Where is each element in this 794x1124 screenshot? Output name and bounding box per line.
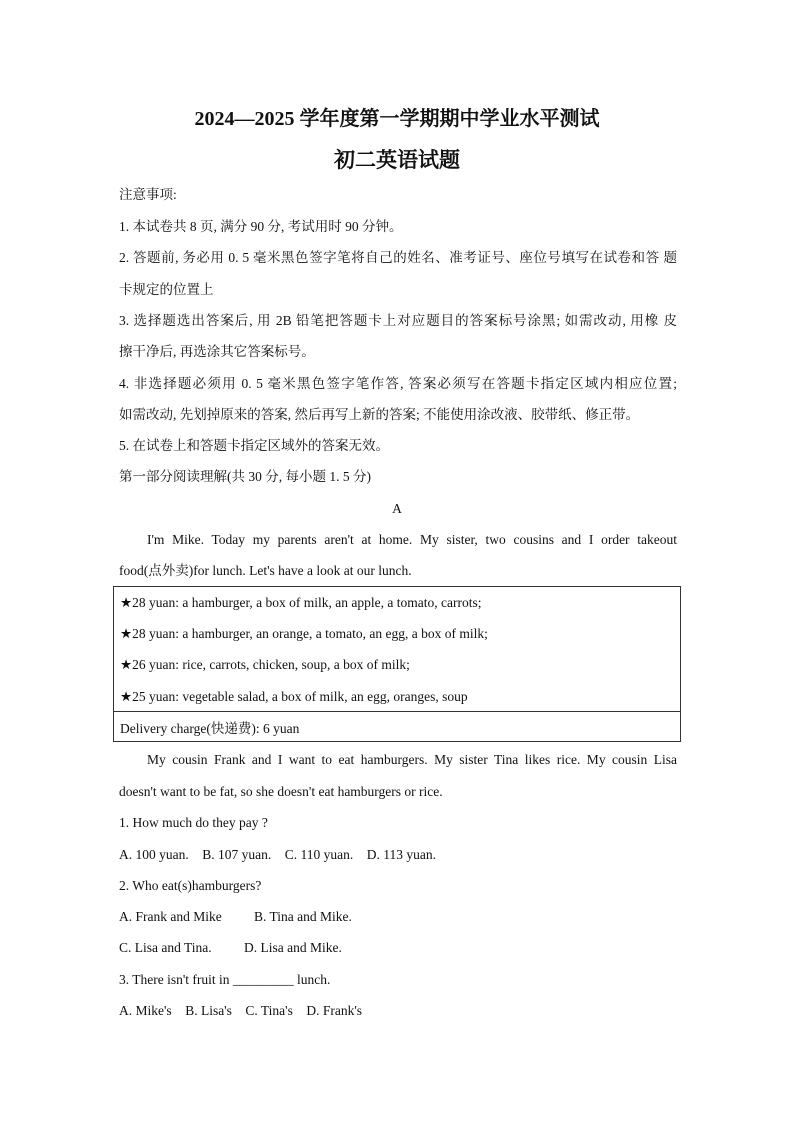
menu-divider: [114, 711, 680, 712]
section-heading: 第一部分阅读理解(共 30 分, 每小题 1. 5 分): [119, 469, 371, 484]
option: B. Lisa's: [185, 1003, 232, 1018]
notice-item: 5. 在试卷上和答题卡指定区域外的答案无效。: [119, 438, 389, 453]
exam-title: 2024—2025 学年度第一学期期中学业水平测试: [194, 108, 600, 130]
notice-item: 2. 答题前, 务必用 0. 5 毫米黑色签字笔将自己的姓名、准考证号、座位号填写在试卷和答 题: [119, 250, 677, 265]
notice-item: 擦干净后, 再选涂其它答案标号。: [119, 344, 315, 359]
option: D. Lisa and Mike.: [244, 940, 342, 955]
option: B. 107 yuan.: [202, 847, 272, 862]
option: A. Frank and Mike: [119, 909, 222, 924]
menu-item: ★28 yuan: a hamburger, a box of milk, an apple, a tomato, carrots;: [120, 595, 482, 610]
notice-item: 如需改动, 先划掉原来的答案, 然后再写上新的答案; 不能使用涂改液、胶带纸、修正带。: [119, 407, 640, 422]
question-options: [119, 846, 436, 864]
option: B. Tina and Mike.: [254, 909, 352, 924]
passage-intro-line: food(点外卖)for lunch. Let's have a look at our lunch.: [119, 563, 412, 578]
menu-table: [113, 586, 681, 742]
option: A. Mike's: [119, 1003, 172, 1018]
option: C. Lisa and Tina.: [119, 940, 212, 955]
notice-item: 4. 非选择题必须用 0. 5 毫米黑色签字笔作答, 答案必须写在答题卡指定区域内相应位置;: [119, 376, 677, 391]
passage-label: A: [392, 501, 402, 516]
notice-item: 卡规定的位置上: [119, 282, 214, 297]
delivery-charge: Delivery charge(快递费): 6 yuan: [120, 721, 300, 736]
question-stem: 3. There isn't fruit in _________ lunch.: [119, 972, 331, 987]
notice-item: 1. 本试卷共 8 页, 满分 90 分, 考试用时 90 分钟。: [119, 219, 403, 234]
notice-item: 3. 选择题选出答案后, 用 2B 铅笔把答题卡上对应题目的答案标号涂黑; 如需改动, 用橡 皮: [119, 313, 677, 328]
passage-paragraph-line: My cousin Frank and I want to eat hamburgers. My sister Tina likes rice. My cousin Lisa: [147, 752, 677, 767]
question-stem: 2. Who eat(s)hamburgers?: [119, 878, 262, 893]
option: A. 100 yuan.: [119, 847, 189, 862]
menu-item: ★25 yuan: vegetable salad, a box of milk, an egg, oranges, soup: [120, 689, 468, 704]
option: D. Frank's: [306, 1003, 363, 1018]
question-options: [119, 908, 352, 926]
option: C. Tina's: [245, 1003, 293, 1018]
option: C. 110 yuan.: [284, 847, 354, 862]
question-options: [119, 1002, 362, 1020]
passage-intro-line: I'm Mike. Today my parents aren't at home. My sister, two cousins and I order takeout: [147, 532, 677, 547]
passage-paragraph-line: doesn't want to be fat, so she doesn't eat hamburgers or rice.: [119, 784, 443, 799]
question-stem: 1. How much do they pay ?: [119, 815, 268, 830]
menu-item: ★28 yuan: a hamburger, an orange, a tomato, an egg, a box of milk;: [120, 626, 488, 641]
menu-item: ★26 yuan: rice, carrots, chicken, soup, a box of milk;: [120, 657, 410, 672]
notice-heading: 注意事项:: [119, 187, 177, 202]
exam-subtitle: 初二英语试题: [334, 148, 460, 172]
option: D. 113 yuan.: [366, 847, 436, 862]
question-options: [119, 939, 342, 957]
